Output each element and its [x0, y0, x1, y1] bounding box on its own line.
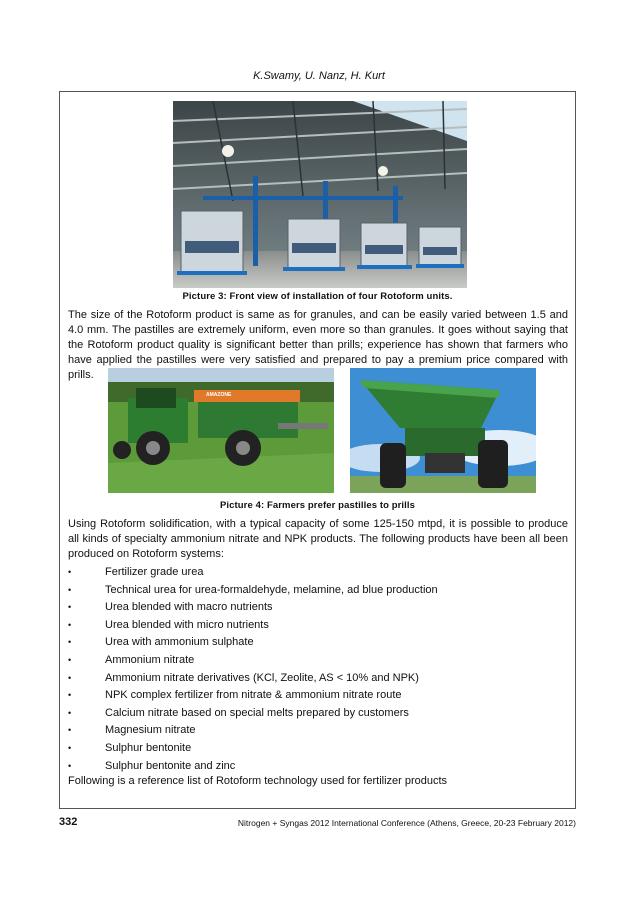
figure-4-caption: Picture 4: Farmers prefer pastilles to prills [219, 500, 416, 511]
page-number: 332 [59, 816, 78, 828]
paragraph-pastille-size: The size of the Rotoform product is same as for granules, and can be easily varied between 1.5 and 4.0 mm. The pastilles are extremely uniform, even more so than granules. It goes without saying that the Rotoform product quality is significant better than prills; experience has shown that farmers who have applied the pastilles were very satisfied and prepared to pay a premium price compared with prills. [68, 309, 568, 381]
bullet-icon: • [68, 760, 72, 771]
list-item: • NPK complex fertilizer from nitrate & ammonium nitrate route [68, 687, 438, 705]
bullet-icon: • [68, 707, 72, 718]
product-list [68, 564, 438, 775]
bullet-icon: • [68, 672, 72, 683]
list-item: • Magnesium nitrate [68, 722, 438, 740]
list-item: • Calcium nitrate based on special melts prepared by customers [68, 705, 438, 723]
list-item: • Sulphur bentonite and zinc [68, 758, 438, 776]
spreader-label: AMAZONE [206, 392, 232, 398]
bullet-icon: • [68, 637, 72, 648]
list-item: • Ammonium nitrate derivatives (KCl, Zeolite, AS < 10% and NPK) [68, 670, 438, 688]
list-item: • Sulphur bentonite [68, 740, 438, 758]
list-item: • Urea blended with micro nutrients [68, 617, 438, 635]
list-item: • Ammonium nitrate [68, 652, 438, 670]
paragraph-rotoform-products: Using Rotoform solidification, with a typical capacity of some 125-150 mtpd, it is possible to produce all kinds of specialty ammonium nitrate and NPK products. The following products have been all been produced on Rotoform systems: [68, 518, 568, 560]
bullet-icon: • [68, 742, 72, 753]
bullet-icon: • [68, 725, 72, 736]
closing-line: Following is a reference list of Rotoform technology used for fertilizer products [68, 775, 448, 787]
list-item: • Fertilizer grade urea [68, 564, 438, 582]
footer-conference: Nitrogen + Syngas 2012 International Conference (Athens, Greece, 20-23 February 2012) [237, 818, 576, 828]
bullet-icon: • [68, 567, 72, 577]
bullet-icon: • [68, 690, 72, 701]
running-header: K.Swamy, U. Nanz, H. Kurt [253, 70, 385, 82]
bullet-icon: • [68, 654, 72, 665]
bullet-icon: • [68, 584, 72, 595]
figure-3-caption: Picture 3: Front view of installation of four Rotoform units. [182, 291, 453, 302]
content-frame [59, 91, 576, 809]
bullet-icon: • [68, 619, 72, 630]
list-item: • Urea blended with macro nutrients [68, 599, 438, 617]
tractor-spreader-field-photo [108, 368, 334, 493]
rotoform-installation-photo [173, 101, 467, 288]
list-item: • Urea with ammonium sulphate [68, 634, 438, 652]
bullet-icon: • [68, 602, 72, 613]
spreader-rear-view-photo [350, 368, 536, 493]
list-item: • Technical urea for urea-formaldehyde, melamine, ad blue production [68, 582, 438, 600]
